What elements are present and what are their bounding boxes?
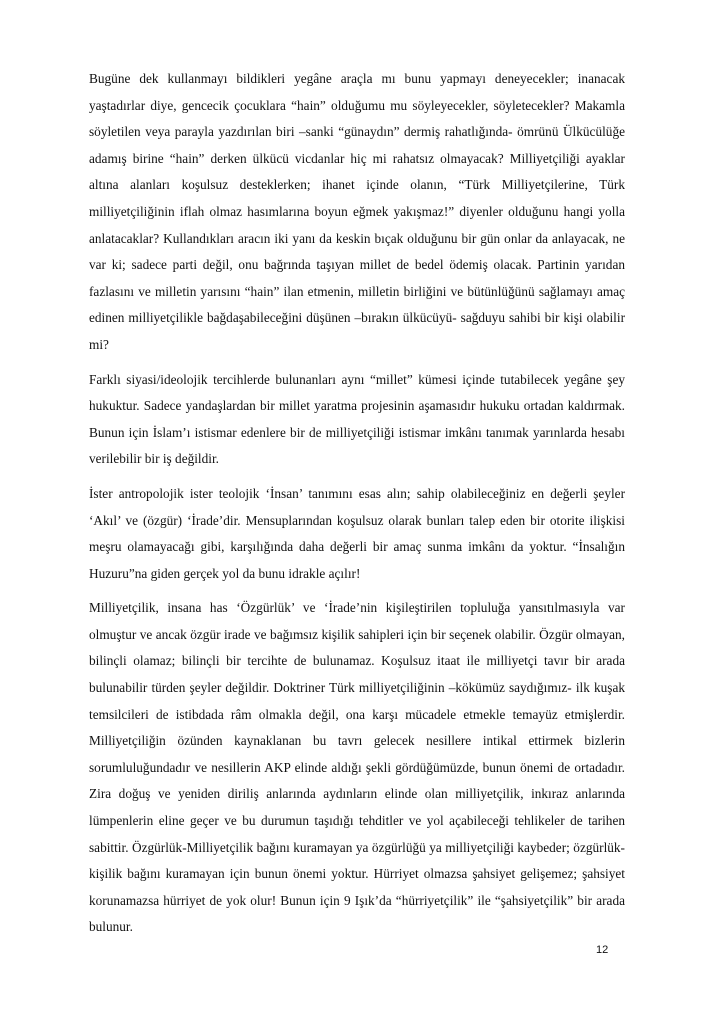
body-text bbox=[89, 66, 625, 949]
paragraph-2: Farklı siyasi/ideolojik tercihlerde bulunanları aynı “millet” kümesi içinde tutabilecek yegâne şey hukuktur. Sadece yandaşlardan bir millet yaratma projesinin aşamasıdır hukuku ortadan kaldırmak. Bunun için İslam’ı istismar edenlere bir de milliyetçiliği istismar imkânı tanımak yarınlarda hesabı verilebilir bir iş değildir. bbox=[89, 371, 625, 467]
paragraph-3: İster antropolojik ister teolojik ‘İnsan’ tanımını esas alın; sahip olabileceğiniz en değerli şeyler ‘Akıl’ ve (özgür) ‘İrade’dir. Mensuplarından koşulsuz olarak bunları talep eden bir otorite ilişkisi meşru olamayacağı gibi, karşılığında daha değerli bir amaç sunma imkânı da yoktur. “İnsalığın Huzuru”na giden gerçek yol da bunu idrakle açılır! bbox=[89, 485, 625, 581]
paragraph-1: Bugüne dek kullanmayı bildikleri yegâne araçla mı bunu yapmayı deneyecekler; inanacak yaştadırlar diye, gencecik çocuklara “hain” olduğumu mu söyleyecekler, söyletecekler? Makamla söyletilen veya parayla yazdırılan biri –sanki “günaydın” dermiş rahatlığında- ömrünü Ülkücülüğe adamış birine “hain” derken ülkücü vicdanlar hiç mi rahatsız olmayacak? Milliyetçiliği ayaklar altına alanları koşulsuz desteklerken; ihanet içinde olanın, “Türk Milliyetçilerine, Türk milliyetçiliğinin iflah olmaz hasımlarına boyun eğmek yakışmaz!” diyenler olduğunu hangi yolla anlatacaklar? Kullandıkları aracın iki yanı da keskin bıçak olduğunu bir gün onlar da anlayacak, ne var ki; sadece parti değil, onu bağrında taşıyan millet de bedel ödemiş olacak. Partinin yarıdan fazlasını ve milletin yarısını “hain” ilan etmenin, milletin birliğini ve bütünlüğünü sağlamayı amaç edinen milliyetçilikle bağdaşabileceğini düşünen –bırakın ülkücüyü- sağduyu sahibi bir kişi olabilir mi? bbox=[89, 71, 625, 352]
paragraph-4: Milliyetçilik, insana has ‘Özgürlük’ ve ‘İrade’nin kişileştirilen topluluğa yansıtılmasıyla var olmuştur ve ancak özgür irade ve bağımsız kişilik sahipleri için bir seçenek olabilir. Özgür olmayan, bilinçli olamaz; bilinçli bir tercihte de bulunamaz. Koşulsuz itaat ile milliyetçi tavır bir arada bulunabilir türden şeyler değildir. Doktriner Türk milliyetçiliğinin –kökümüz saydığımız- ilk kuşak temsilcileri de istibdada râm olmakla değil, ona karşı mücadele etmekle temayüz etmişlerdir. Milliyetçiliğin özünden kaynaklanan bu tavrı gelecek nesillere intikal ettirmek bizlerin sorumluluğundadır ve nesillerin AKP elinde aldığı şekli gördüğümüzde, bunun önemi de ortadadır. Zira doğuş ve yeniden diriliş anlarında aydınların elinde olan milliyetçilik, inkıraz anlarında lümpenlerin eline geçer ve bu durumun taşıdığı tehditler ve yol açabileceği tehlikeler de tarihen sabittir. Özgürlük-Milliyetçilik bağını kuramayan ya özgürlüğü ya milliyetçiliği kaybeder; özgürlük-kişilik bağını kuramayan için bunun önemi yoktur. Hürriyet olmazsa şahsiyet gelişemez; şahsiyet korunamazsa hürriyet de yok olur! Bunun için 9 Işık’da “hürriyetçilik” ile “şahsiyetçilik” bir arada bulunur. bbox=[89, 600, 625, 935]
page-number: 12 bbox=[596, 944, 609, 956]
